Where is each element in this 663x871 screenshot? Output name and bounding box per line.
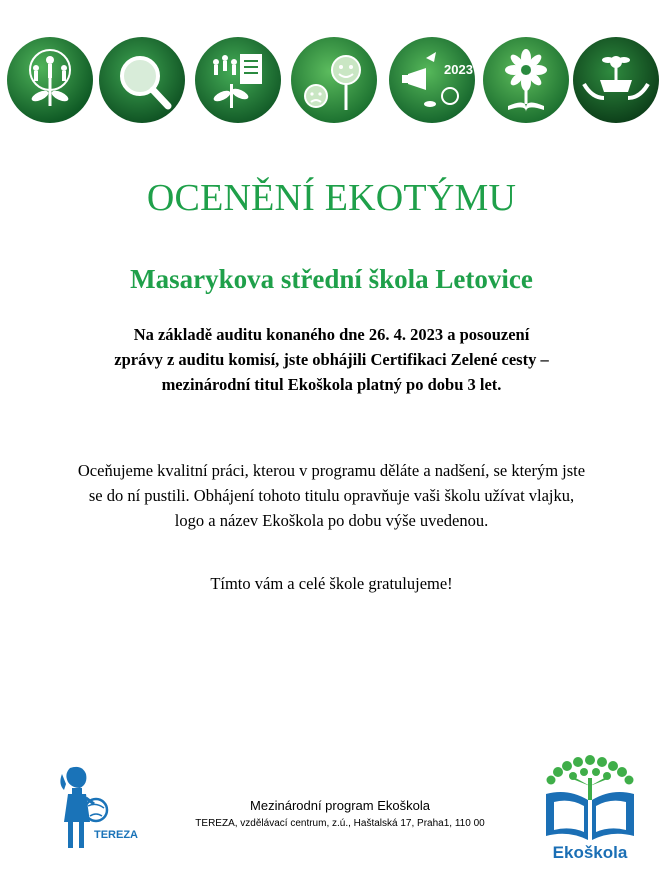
footer-address: TEREZA, vzdělávací centrum, z.ú., Haštalská 17, Praha1, 110 00 [195, 818, 485, 829]
main-line: Na základě auditu konaného dne 26. 4. 2023 a posouzení [133, 325, 530, 344]
svg-text:2023: 2023 [444, 62, 473, 77]
para-line: se do ní pustili. Obhájení tohoto titulu opravňuje vaši školu užívat vlajku, [88, 486, 575, 505]
faces-icon [288, 34, 380, 126]
people-tree-icon [4, 34, 96, 126]
magnifier-icon [96, 34, 188, 126]
footer [150, 798, 530, 829]
plan-document-icon [192, 34, 284, 126]
hands-plant-icon [570, 34, 662, 126]
ekoskola-label: Ekoškola [552, 843, 628, 862]
certificate-title: OCENĚNÍ EKOTÝMU [146, 177, 517, 219]
megaphone-icon [386, 34, 478, 126]
main-line: zprávy z auditu komisí, jste obhájili Certifikaci Zelené cesty – [114, 350, 549, 369]
para-line: Oceňujeme kvalitní práci, kterou v programu děláte a nadšení, se kterým jste [77, 461, 586, 480]
appreciation-paragraph [0, 458, 663, 533]
tereza-logo [52, 764, 152, 854]
main-line: mezinárodní titul Ekoškola platný po dobu 3 let. [161, 375, 502, 394]
ekoskola-logo [540, 752, 640, 862]
school-name: Masarykova střední škola Letovice [130, 264, 533, 294]
badge-row [4, 34, 659, 134]
para-line: logo a název Ekoškola po dobu výše uvedenou. [174, 511, 489, 530]
flower-book-icon [480, 34, 572, 126]
tereza-label: TEREZA [94, 829, 138, 841]
footer-program: Mezinárodní program Ekoškola [250, 798, 430, 813]
congratulations: Tímto vám a celé škole gratulujeme! [210, 574, 453, 593]
main-statement [0, 322, 663, 397]
